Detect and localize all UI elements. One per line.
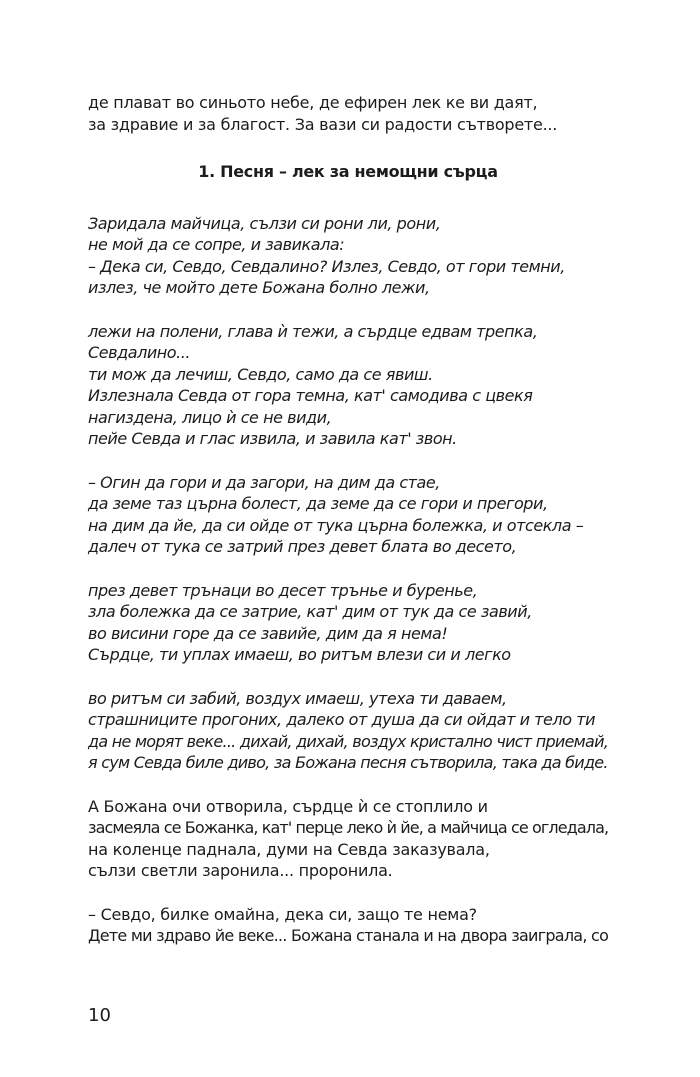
verse-line: Севдалино...: [88, 343, 191, 362]
verse-line: я сум Севда биле диво, за Божана песня сътворила, така да биде.: [88, 753, 608, 772]
verse-line: ти мож да лечиш, Севдо, само да се явиш.: [88, 364, 433, 384]
verse-line: Дете ми здраво йе веке... Божана станала и на двора заиграла, со: [88, 926, 609, 945]
stanza-5: [88, 688, 608, 774]
page-number: 10: [88, 1005, 111, 1026]
verse-line: пейе Севда и глас извила, и завила кат' звон.: [88, 429, 457, 448]
verse-line: зла болежка да се затрие, кат' дим от тук да се завий,: [88, 602, 532, 621]
verse-line: далеч от тука се затрий през девет блата во десето,: [88, 537, 517, 556]
verse-line: – Дека си, Севдо, Севдалино? Излез, Севдо, от гори темни,: [88, 256, 565, 276]
verse-line: на дим да йе, да си ойде от тука църна болежка, и отсекла –: [88, 515, 584, 535]
verse-line: Излезнала Севда от гора темна, кат' самодива с цвекя: [88, 386, 533, 405]
stanza-1: [88, 213, 608, 299]
stanza-2: [88, 321, 608, 450]
verse-line: А Божана очи отворила, сърдце ѝ се стоплило и: [88, 796, 488, 816]
verse-line: – Огин да гори и да загори, на дим да стае,: [88, 472, 440, 492]
stanza-4: [88, 580, 608, 666]
page-body: [88, 92, 608, 947]
verse-line: – Севдо, билке омайна, дека си, защо те нема?: [88, 904, 477, 924]
intro-line: за здравие и за благост. За вази си радости сътворете...: [88, 114, 558, 134]
verse-line: Заридала майчица, сълзи си рони ли, рони,: [88, 213, 441, 233]
verse-line: страшниците прогоних, далеко от душа да си ойдат и тело ти: [88, 710, 596, 729]
intro-text: [88, 92, 608, 135]
verse-line: во ритъм си забий, воздух имаеш, утеха ти даваем,: [88, 688, 507, 708]
verse-line: во висини горе да се завийе, дим да я нема!: [88, 623, 448, 643]
verse-line: засмеяла се Божанка, кат' перце леко ѝ йе, а майчица се огледала,: [88, 818, 609, 837]
verse-line: лежи на полени, глава ѝ тежи, а сърдце едвам трепка,: [88, 321, 538, 341]
section-title: 1. Песня – лек за немощни сърца: [198, 162, 498, 181]
verse-line: не мой да се сопре, и завикала:: [88, 235, 345, 254]
verse-line: да не морят веке... дихай, дихай, воздух кристално чист приемай,: [88, 731, 609, 751]
stanza-6: [88, 796, 608, 882]
verse-line: нагиздена, лицо ѝ се не види,: [88, 407, 332, 427]
verse-line: Сърдце, ти уплах имаеш, во ритъм влези си и легко: [88, 645, 511, 664]
stanza-7: [88, 904, 608, 947]
verse-line: сълзи светли заронила... проронила.: [88, 861, 393, 880]
intro-line: де плават во синьото небе, де ефирен лек ке ви даят,: [88, 93, 538, 112]
verse-line: да земе таз църна болест, да земе да се гори и прегори,: [88, 494, 548, 513]
verse-line: на коленце паднала, думи на Севда заказувала,: [88, 839, 490, 859]
verse-line: излез, че мойто дете Божана болно лежи,: [88, 278, 430, 297]
verse-line: през девет трънаци во десет трънье и буренье,: [88, 580, 478, 600]
stanza-3: [88, 472, 608, 558]
